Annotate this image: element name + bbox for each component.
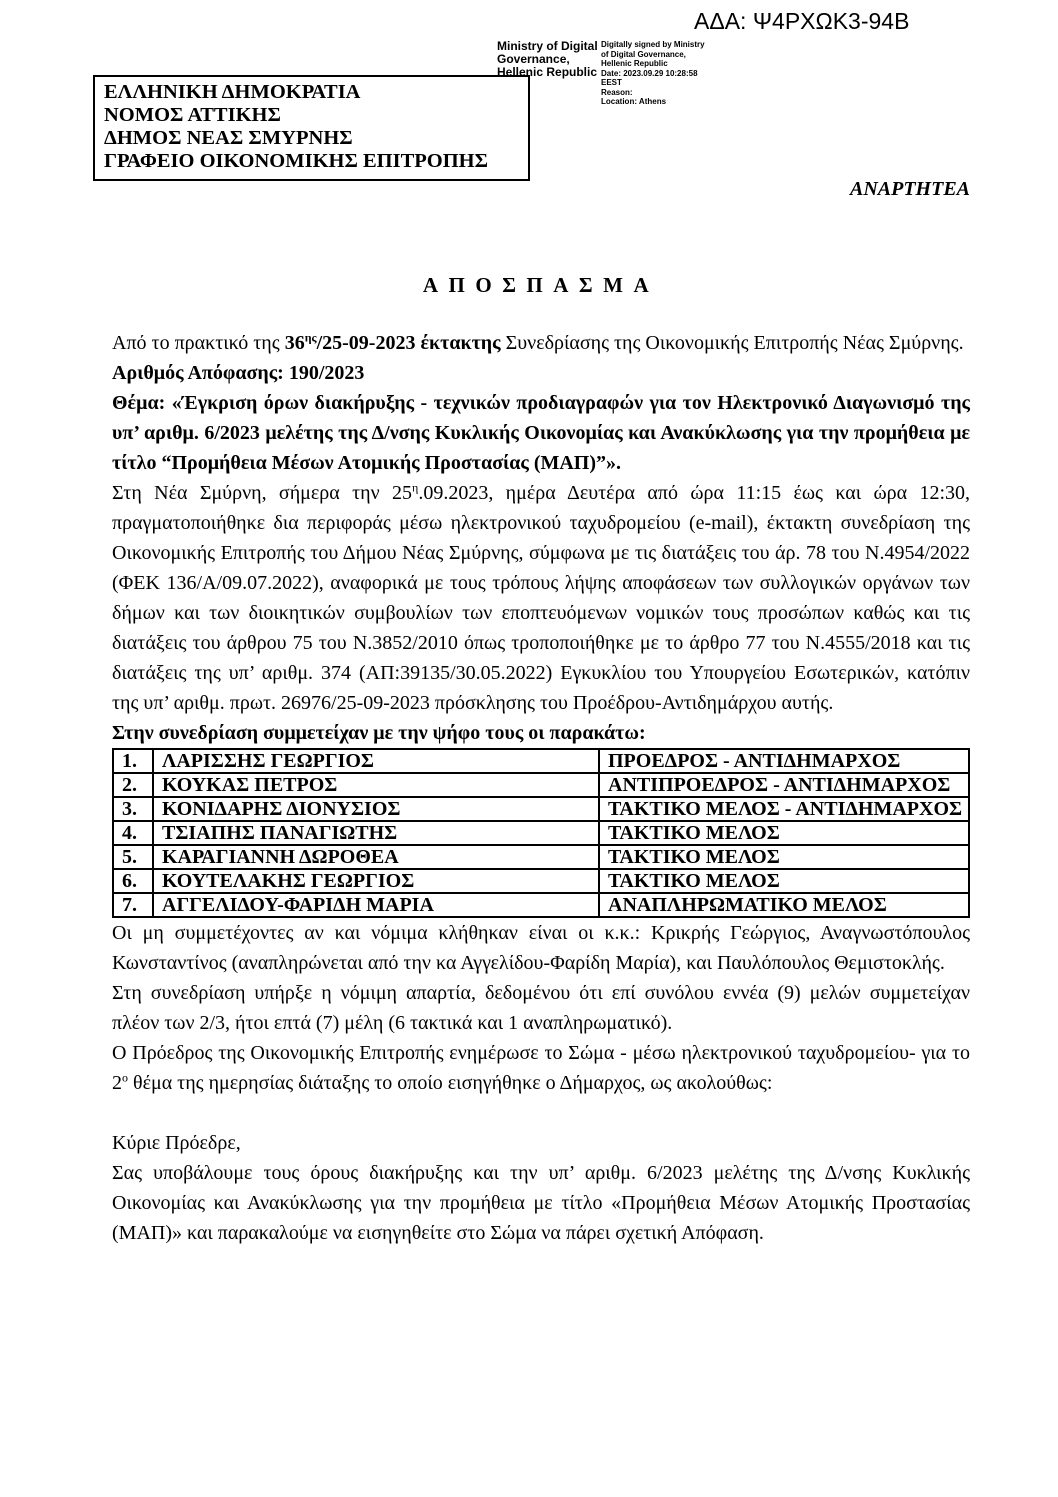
date-ordinal-suffix: η <box>412 480 419 495</box>
decision-number: Αριθμός Απόφασης: 190/2023 <box>112 362 365 384</box>
document-body <box>112 270 970 1248</box>
member-name: ΤΣΙΑΠΗΣ ΠΑΝΑΓΙΩΤΗΣ <box>153 821 599 845</box>
chairman-paragraph <box>112 1038 970 1098</box>
signature-detail-line: Date: 2023.09.29 10:28:58 <box>601 68 698 78</box>
session-paragraph <box>112 478 970 718</box>
member-role: ΤΑΚΤΙΚΟ ΜΕΛΟΣ - ΑΝΤΙΔΗΜΑΡΧΟΣ <box>599 797 969 821</box>
member-name: ΚΟΥΤΕΛΑΚΗΣ ΓΕΩΡΓΙΟΣ <box>153 869 599 893</box>
member-role: ΤΑΚΤΙΚΟ ΜΕΛΟΣ <box>599 821 969 845</box>
table-row <box>113 893 969 917</box>
absent-paragraph: Οι μη συμμετέχοντες αν και νόμιμα κλήθηκαν είναι οι κ.κ.: Κρικρής Γεώργιος, Αναγνωστόπουλος Κωνσταντίνος (αναπληρώνεται από την κα Αγγελίδου-Φαρίδη Μαρία), και Παυλόπουλος Θεμιστοκλής. <box>112 922 970 974</box>
intro-paragraph <box>112 328 970 358</box>
participants-heading: Στην συνεδρίαση συμμετείχαν με την ψήφο τους οι παρακάτω: <box>112 722 646 744</box>
member-number: 4. <box>113 821 153 845</box>
member-name: ΑΓΓΕΛΙΔΟΥ-ΦΑΡΙΔΗ ΜΑΡΙΑ <box>153 893 599 917</box>
table-row <box>113 773 969 797</box>
members-table <box>112 748 970 918</box>
chairman-seg2: θέμα της ημερησίας διάταξης το οποίο εισηγήθηκε ο Δήμαρχος, ως ακολούθως: <box>128 1072 773 1094</box>
letterhead-line: ΕΛΛΗΝΙΚΗ ΔΗΜΟΚΡΑΤΙΑ <box>104 81 361 103</box>
digital-signature-details <box>601 40 705 107</box>
ministry-line: Ministry of Digital <box>497 39 598 53</box>
signature-detail-line: Reason: <box>601 87 633 97</box>
member-number: 5. <box>113 845 153 869</box>
table-row <box>113 749 969 773</box>
document-title: ΑΠΟΣΠΑΣΜΑ <box>422 273 660 297</box>
member-name: ΛΑΡΙΣΣΗΣ ΓΕΩΡΓΙΟΣ <box>153 749 599 773</box>
member-name: ΚΟΥΚΑΣ ΠΕΤΡΟΣ <box>153 773 599 797</box>
ada-code: ΑΔΑ: Ψ4ΡΧΩΚ3-94Β <box>694 8 910 34</box>
session-date: /25-09-2023 έκτακτης <box>316 332 501 354</box>
member-number: 7. <box>113 893 153 917</box>
letterhead-line: ΓΡΑΦΕΙΟ ΟΙΚΟΝΟΜΙΚΗΣ ΕΠΙΤΡΟΠΗΣ <box>104 150 489 172</box>
member-number: 6. <box>113 869 153 893</box>
member-name: ΚΟΝΙΔΑΡΗΣ ΔΙΟΝΥΣΙΟΣ <box>153 797 599 821</box>
signature-detail-line: of Digital Governance, <box>601 49 686 59</box>
member-number: 2. <box>113 773 153 797</box>
signature-detail-line: EEST <box>601 78 622 87</box>
session-seg1: Στη Νέα Σμύρνη, σήμερα την 25 <box>112 482 413 504</box>
closing-paragraph: Σας υποβάλουμε τους όρους διακήρυξης και την υπ’ αριθμ. 6/2023 μελέτης της Δ/νσης Κυκλικής Οικονομίας και Ανακύκλωσης για την προμήθεια με τίτλο «Προμήθεια Μέσων Ατομικής Προστασίας (ΜΑΠ)» και παρακαλούμε να εισηγηθείτε στο Σώμα να πάρει σχετική Απόφαση. <box>112 1162 970 1244</box>
table-row <box>113 869 969 893</box>
item-ordinal-suffix: ο <box>122 1070 128 1085</box>
table-row <box>113 845 969 869</box>
quorum-paragraph: Στη συνεδρίαση υπήρξε η νόμιμη απαρτία, δεδομένου ότι επί συνόλου εννέα (9) μελών συμμετείχαν πλέον των 2/3, ήτοι επτά (7) μέλη (6 τακτικά και 1 αναπληρωματικό). <box>112 982 970 1034</box>
member-name: ΚΑΡΑΓΙΑΝΝΗ ΔΩΡΟΘΕΑ <box>153 845 599 869</box>
member-role: ΤΑΚΤΙΚΟ ΜΕΛΟΣ <box>599 869 969 893</box>
salutation: Κύριε Πρόεδρε, <box>112 1132 241 1154</box>
table-row <box>113 821 969 845</box>
subject-paragraph: Θέμα: «Έγκριση όρων διακήρυξης - τεχνικών προδιαγραφών για τον Ηλεκτρονικό Διαγωνισμό της υπ’ αριθμ. 6/2023 μελέτης της Δ/νσης Κυκλικής Οικονομίας και Ανακύκλωσης για την προμήθεια με τίτλο “Προμήθεια Μέσων Ατομικής Προστασίας (ΜΑΠ)”». <box>112 392 970 474</box>
session-seg2: .09.2023, ημέρα Δευτέρα από ώρα 11:15 έως και ώρα 12:30, πραγματοποιήθηκε δια περιφοράς μέσω ηλεκτρονικού ταχυδρομείου (e-mail), έκτακτη συνεδρίαση της Οικονομικής Επιτροπής του Δήμου Νέας Σμύρνης, σύμφωνα με τις διατάξεις του άρ. 78 του Ν.4954/2022 (ΦΕΚ 136/Α/09.07.2022), αναφορικά με τους τρόπους λήψης αποφάσεων των συλλογικών οργάνων των δήμων και των διοικητικών συμβουλίων των εποπτευόμενων νομικών τους προσώπων καθώς και τις διατάξεις του άρθρου 75 του Ν.3852/2010 όπως τροποποιήθηκε με το άρθρο 77 του Ν.4555/2018 και τις διατάξεις της υπ’ αριθμ. 374 (ΑΠ:39135/30.05.2022) Εγκυκλίου του Υπουργείου Εσωτερικών, κατόπιν της υπ’ αριθμ. πρωτ. 26976/25-09-2023 πρόσκλησης του Προέδρου-Αντιδημάρχου αυτής. <box>112 482 971 714</box>
member-role: ΑΝΤΙΠΡΟΕΔΡΟΣ - ΑΝΤΙΔΗΜΑΡΧΟΣ <box>599 773 969 797</box>
blank-line <box>112 1098 970 1128</box>
letterhead-line: ΝΟΜΟΣ ΑΤΤΙΚΗΣ <box>104 104 281 126</box>
session-number: 36 <box>284 332 305 354</box>
chairman-seg1: Ο Πρόεδρος της Οικονομικής Επιτροπής ενημέρωσε το Σώμα - μέσω ηλεκτρονικού ταχυδρομείου- για το 2 <box>112 1042 970 1094</box>
member-number: 3. <box>113 797 153 821</box>
signature-detail-line: Location: Athens <box>601 97 667 106</box>
letterhead-box <box>93 75 530 181</box>
signature-detail-line: Digitally signed by Ministry <box>601 40 705 49</box>
member-role: ΤΑΚΤΙΚΟ ΜΕΛΟΣ <box>599 845 969 869</box>
ministry-line: Hellenic Republic <box>497 65 598 79</box>
letterhead-line: ΔΗΜΟΣ ΝΕΑΣ ΣΜΥΡΝΗΣ <box>104 127 353 149</box>
member-role: ΠΡΟΕΔΡΟΣ - ΑΝΤΙΔΗΜΑΡΧΟΣ <box>599 749 969 773</box>
intro-post: Συνεδρίασης της Οικονομικής Επιτροπής Νέας Σμύρνης. <box>500 332 964 354</box>
session-number-suffix: ης <box>304 330 317 345</box>
member-number: 1. <box>113 749 153 773</box>
member-role: ΑΝΑΠΛΗΡΩΜΑΤΙΚΟ ΜΕΛΟΣ <box>599 893 969 917</box>
posting-label: ΑΝΑΡΤΗΤΕΑ <box>849 178 970 200</box>
ministry-line: Governance, <box>497 52 570 66</box>
signature-detail-line: Hellenic Republic <box>601 59 668 68</box>
intro-pre: Από το πρακτικό της <box>112 332 285 354</box>
digital-signature-ministry <box>497 40 598 79</box>
table-row <box>113 797 969 821</box>
